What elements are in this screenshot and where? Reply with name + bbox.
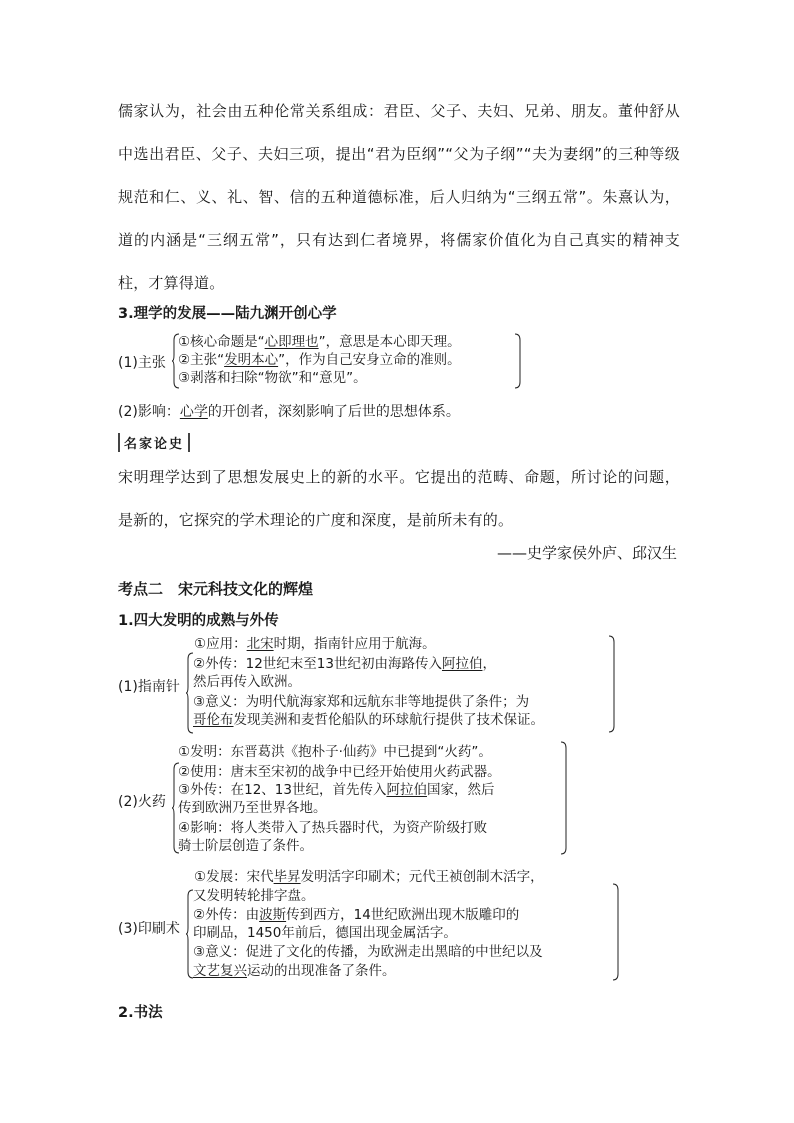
mingjia-paragraph: 宋明理学达到了思想发展史上的新的水平。它提出的范畴、命题，所讨论的问题，是新的，它探究的学术理论的广度和深度，是前所未有的。 (118, 468, 680, 529)
powder-item-spread-cont: 传到欧洲乃至世界各地。 (178, 800, 327, 816)
printing-item-significance-cont: 文艺复兴运动的出现准备了条件。 (193, 963, 396, 979)
printing-item-spread: ②外传：由波斯传到西方，14世纪欧洲出现木版雕印的 (193, 907, 520, 923)
kaodian-title: 考点二 宋元科技文化的辉煌 (118, 580, 314, 598)
compass-item-spread: ②外传：12世纪末至13世纪初由海路传入阿拉伯， (193, 656, 496, 672)
powder-item-use: ②使用：唐末至宋初的战争中已经开始使用火药武器。 (178, 764, 501, 780)
zhuzhang-item-3: ③剥落和扫除“物欲”和“意见”。 (178, 370, 367, 386)
printing-item-spread-cont: 印刷品，1450年前后，德国出现金属活字。 (193, 925, 457, 941)
powder-item-spread: ③外传：在12、13世纪，首先传入阿拉伯国家，然后 (178, 782, 495, 798)
printing-item-development: ①发展：宋代毕昇发明活字印刷术；元代王祯创制木活字， (194, 869, 544, 885)
printing-label: (3)印刷术 (118, 921, 180, 937)
compass-label: (1)指南针 (118, 679, 180, 695)
zhuzhang-item-2: ②主张“发明本心”，作为自己安身立命的准则。 (178, 352, 461, 368)
zhuzhang-item-1: ①核心命题是“心即理也”，意思是本心即天理。 (178, 334, 461, 350)
yingxiang-line: (2)影响：心学的开创者，深刻影响了后世的思想体系。 (118, 404, 460, 420)
right-brace (514, 334, 522, 388)
powder-item-impact: ④影响：将人类带入了热兵器时代，为资产阶级打败 (178, 820, 488, 836)
compass-item-spread-cont: 然后再传入欧洲。 (193, 674, 301, 690)
right-brace (608, 636, 616, 732)
powder-item-invention: ①发明：东晋葛洪《抱朴子·仙药》中已提到“火药”。 (178, 744, 492, 760)
section-3-title: 3.理学的发展——陆九渊开创心学 (118, 306, 337, 322)
compass-item-significance: ③意义：为明代航海家郑和远航东非等地提供了条件；为 (193, 694, 530, 710)
compass-item-application: ①应用：北宋时期，指南针应用于航海。 (194, 636, 436, 652)
intro-paragraph: 儒家认为，社会由五种伦常关系组成：君臣、父子、夫妇、兄弟、朋友。董仲舒从中选出君臣、父子、夫妇三项，提出“君为臣纲”“父为子纲”“夫为妻纲”的三种等级规范和仁、义、礼、智、信的五种道德标准，后人归纳为“三纲五常”。朱熹认为，道的内涵是“三纲五常”，只有达到仁者境界，将儒家价值化为自己真实的精神支柱，才算得道。 (118, 102, 680, 292)
right-brace (612, 884, 620, 980)
section-2-title: 2.书法 (118, 1005, 163, 1021)
printing-item-significance: ③意义：促进了文化的传播，为欧洲走出黑暗的中世纪以及 (193, 944, 543, 960)
compass-item-significance-cont: 哥伦布发现美洲和麦哲伦船队的环球航行提供了技术保证。 (193, 712, 544, 728)
section-1-title: 1.四大发明的成熟与外传 (118, 613, 279, 629)
zhuzhang-label: (1)主张 (118, 355, 166, 371)
printing-item-development-cont: 又发明转轮排字盘。 (193, 888, 315, 904)
powder-item-impact-cont: 骑士阶层创造了条件。 (178, 838, 313, 854)
mingjia-tag: 名家论史 (118, 433, 190, 452)
right-brace (560, 742, 568, 854)
mingjia-citation: ——史学家侯外庐、邱汉生 (496, 544, 677, 562)
powder-label: (2)火药 (118, 794, 166, 810)
